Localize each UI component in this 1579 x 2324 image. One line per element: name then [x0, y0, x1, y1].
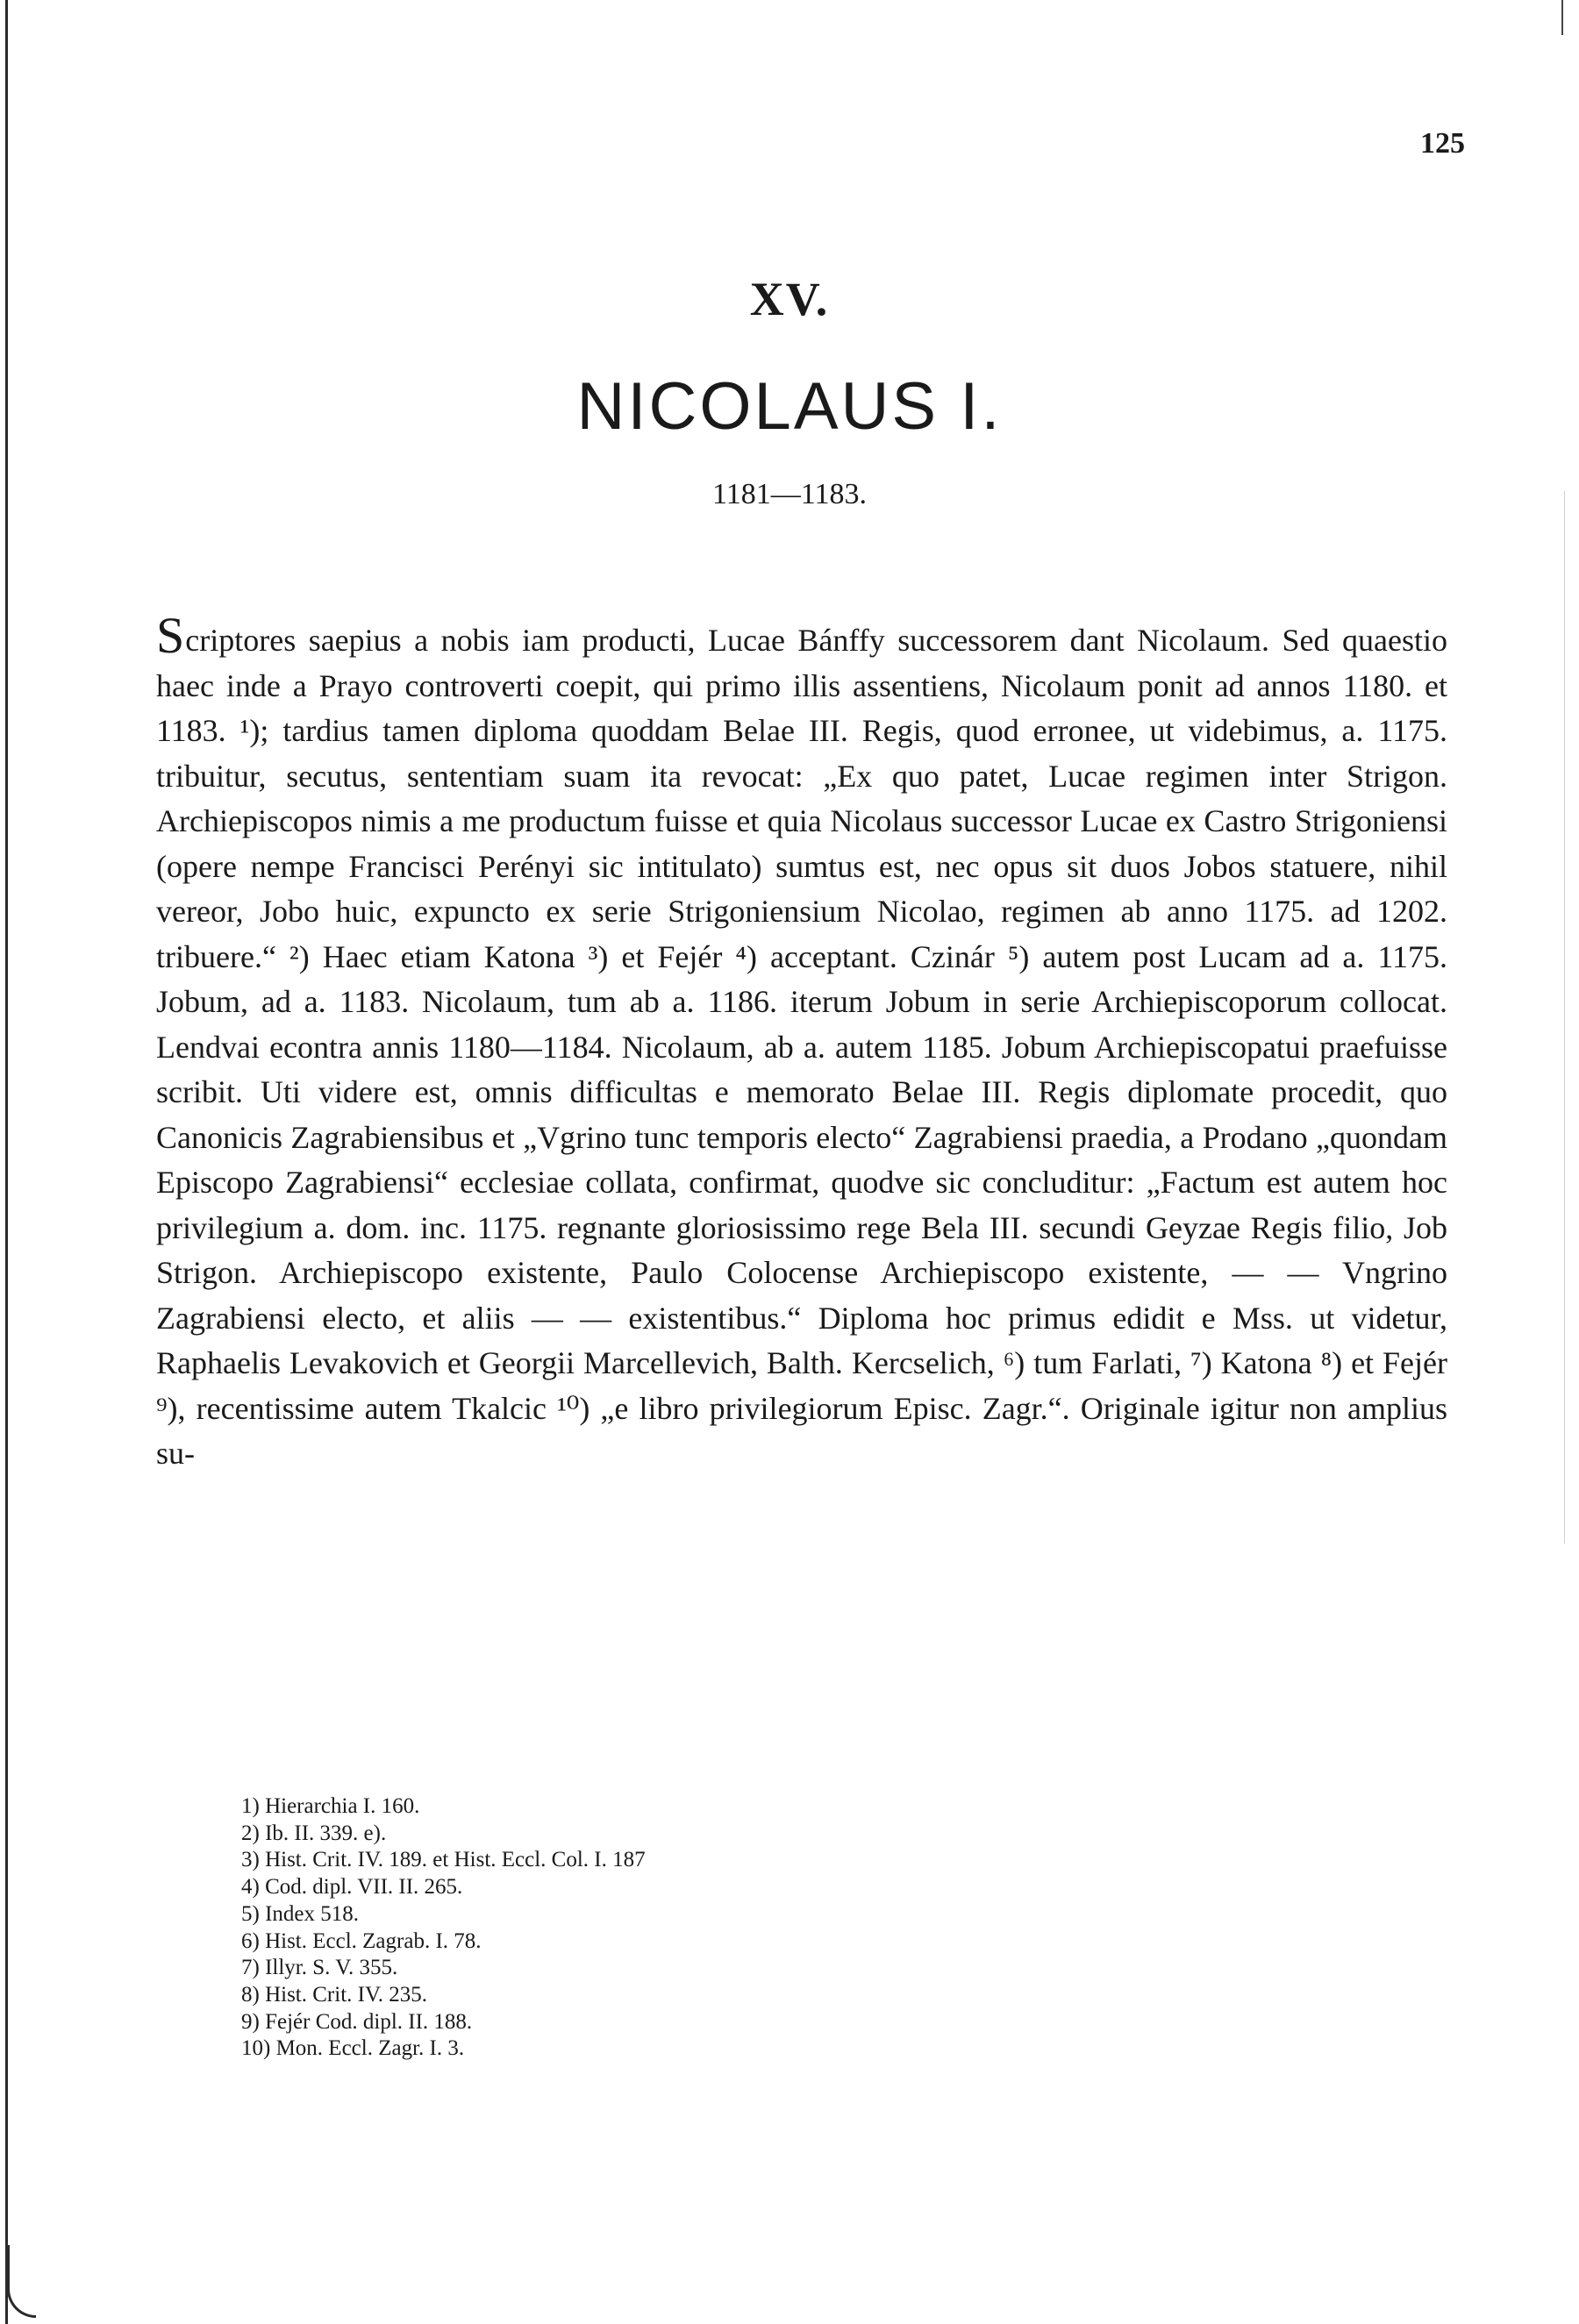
footnote: 7) Illyr. S. V. 355.	[241, 1956, 398, 1980]
chapter-number: XV.	[749, 273, 830, 325]
footnotes	[241, 1793, 1031, 2063]
body-paragraph	[156, 607, 1447, 1477]
footnote: 4) Cod. dipl. VII. II. 265.	[241, 1875, 463, 1900]
drop-cap: S	[156, 607, 185, 664]
chapter-title: NICOLAUS I.	[576, 369, 1003, 444]
footnote: 8) Hist. Crit. IV. 235.	[241, 1982, 428, 2007]
footnote: 9) Fejér Cod. dipl. II. 188.	[241, 2009, 473, 2034]
paragraph-text: criptores saepius a nobis iam producti, Lucae Bánffy successorem dant Nicolaum. Sed quaestio haec inde a Prayo controverti coepit, qui primo illis assentiens, Nicolaum ponit ad annos 1180. et 1183. ¹); tardius tamen diploma quoddam Belae III. Regis, quod erronee, ut videbimus, a. 1175. tribuitur, secutus, sententiam suam ita revocat: „Ex quo patet, Lucae regimen inter Strigon. Archiepiscopos nimis a me productum fuisse et quia Nicolaus successor Lucae ex Castro Strigoniensi (opere nempe Francisci Perényi sic intitulato) sumtus est, nec opus sit duos Jobos statuere, nihil vereor, Jobo huic, expuncto ex serie Strigoniensium Nicolao, regimen ab anno 1175. ad 1202. tribuere.“ ²) Haec etiam Katona ³) et Fejér ⁴) acceptant. Czinár ⁵) autem post Lucam ad a. 1175. Jobum, ad a. 1183. Nicolaum, tum ab a. 1186. iterum Jobum in serie Archiepiscoporum collocat. Lendvai econtra annis 1180—1184. Nicolaum, ab a. autem 1185. Jobum Archiepiscopatui praefuisse scribit. Uti videre est, omnis difficultas e memorato Belae III. Regis diplomate procedit, quo Canonicis Zagrabiensibus et „Vgrino tunc temporis electo“ Zagrabiensi praedia, a Prodano „quondam Episcopo Zagrabiensi“ ecclesiae collata, confirmat, quodve sic concluditur: „Factum est autem hoc privilegium a. dom. inc. 1175. regnante gloriosissimo rege Bela III. secundi Geyzae Regis filio, Job Strigon. Archiepiscopo existente, Paulo Colocense Archiepiscopo existente, — — Vngrino Zagrabiensi electo, et aliis — — existentibus.“ Diploma hoc primus edidit e Mss. ut videtur, Raphaelis Levakovich et Georgii Marcellevich, Balth. Kercselich, ⁶) tum Farlati, ⁷) Katona ⁸) et Fejér ⁹), recentissime autem Tkalcic ¹⁰) „e libro privilegiorum Episc. Zagr.“. Originale igitur non amplius su-	[156, 623, 1447, 1471]
footnote: 6) Hist. Eccl. Zagrab. I. 78.	[241, 1928, 482, 1953]
footnote: 1) Hierarchia I. 160.	[241, 1794, 420, 1818]
scan-edge-right-faint	[1564, 491, 1565, 1543]
footnote: 2) Ib. II. 339. e).	[241, 1821, 387, 1845]
footnote: 10) Mon. Eccl. Zagr. I. 3.	[241, 2036, 465, 2061]
scan-edge-curve	[7, 2245, 36, 2318]
scan-edge-right	[1561, 0, 1563, 35]
page-number: 125	[1420, 127, 1465, 160]
body-text	[156, 607, 1447, 1477]
chapter-years: 1181—1183.	[712, 478, 867, 510]
footnote: 3) Hist. Crit. IV. 189. et Hist. Eccl. Col. I. 187	[241, 1848, 646, 1872]
scan-edge-left	[5, 0, 8, 2324]
footnote: 5) Index 518.	[241, 1901, 359, 1926]
